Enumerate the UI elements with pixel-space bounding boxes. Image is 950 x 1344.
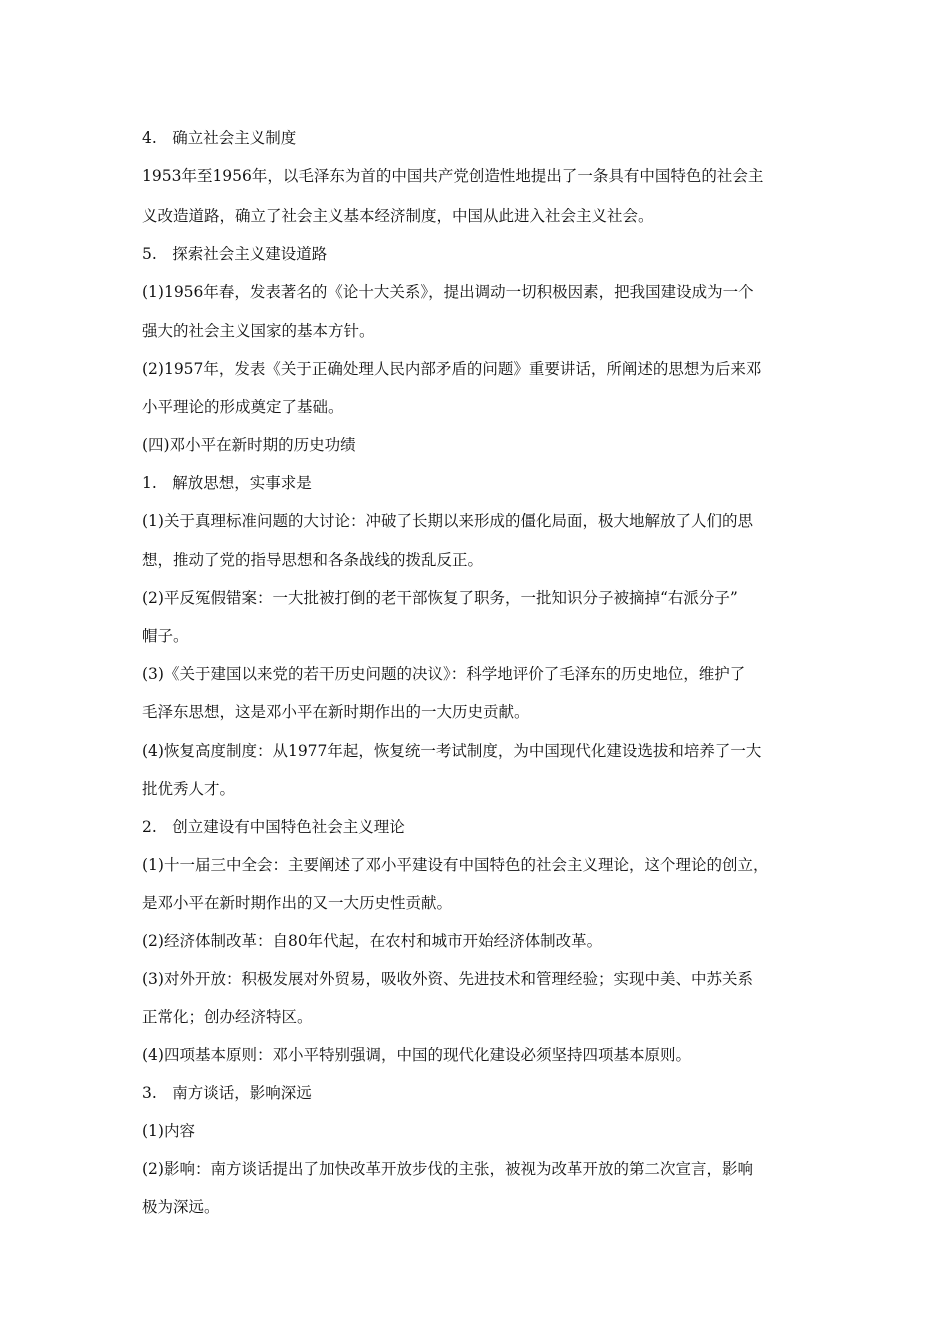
paragraph-line: (4)恢复高度制度：从1977年起，恢复统一考试制度，为中国现代化建设选拔和培养了一大 <box>142 742 762 760</box>
heading-establish-socialist-system: 4. 确立社会主义制度 <box>142 129 297 147</box>
heading-southern-talks: 3. 南方谈话，影响深远 <box>142 1084 312 1102</box>
paragraph-line: 1953年至1956年，以毛泽东为首的中国共产党创造性地提出了一条具有中国特色的社会主 <box>142 167 764 185</box>
section-heading-deng-achievements: (四)邓小平在新时期的历史功绩 <box>142 436 356 454</box>
paragraph-line: 小平理论的形成奠定了基础。 <box>142 398 344 416</box>
paragraph-line: (2)1957年，发表《关于正确处理人民内部矛盾的问题》重要讲话，所阐述的思想为后来邓 <box>142 360 762 378</box>
heading-create-theory: 2. 创立建设有中国特色社会主义理论 <box>142 818 405 836</box>
paragraph-line: 帽子。 <box>142 627 189 645</box>
paragraph-line: (2)影响：南方谈话提出了加快改革开放步伐的主张，被视为改革开放的第二次宣言，影响 <box>142 1160 753 1178</box>
paragraph-line: (1)关于真理标准问题的大讨论：冲破了长期以来形成的僵化局面，极大地解放了人们的思 <box>142 512 753 530</box>
paragraph-line: 强大的社会主义国家的基本方针。 <box>142 322 375 340</box>
paragraph-line: (1)1956年春，发表著名的《论十大关系》，提出调动一切积极因素，把我国建设成为一个 <box>142 283 754 301</box>
paragraph-line: 极为深远。 <box>142 1198 220 1216</box>
paragraph-line: (1)十一届三中全会：主要阐述了邓小平建设有中国特色的社会主义理论，这个理论的创立， <box>142 856 769 874</box>
paragraph-line: (2)平反冤假错案：一大批被打倒的老干部恢复了职务，一批知识分子被摘掉“右派分子” <box>142 589 738 607</box>
paragraph-line: 是邓小平在新时期作出的又一大历史性贡献。 <box>142 894 453 912</box>
paragraph-line: (4)四项基本原则：邓小平特别强调，中国的现代化建设必须坚持四项基本原则。 <box>142 1046 691 1064</box>
paragraph-line: (3)对外开放：积极发展对外贸易，吸收外资、先进技术和管理经验；实现中美、中苏关系 <box>142 970 753 988</box>
paragraph-line: 义改造道路，确立了社会主义基本经济制度，中国从此进入社会主义社会。 <box>142 207 654 225</box>
paragraph-line: 正常化；创办经济特区。 <box>142 1008 313 1026</box>
paragraph-line: 批优秀人才。 <box>142 780 236 798</box>
paragraph-line: (1)内容 <box>142 1122 195 1140</box>
paragraph-line: 毛泽东思想，这是邓小平在新时期作出的一大历史贡献。 <box>142 703 530 721</box>
heading-explore-construction-road: 5. 探索社会主义建设道路 <box>142 245 328 263</box>
paragraph-line: (2)经济体制改革：自80年代起，在农村和城市开始经济体制改革。 <box>142 932 603 950</box>
paragraph-line: 想，推动了党的指导思想和各条战线的拨乱反正。 <box>142 551 484 569</box>
paragraph-line: (3)《关于建国以来党的若干历史问题的决议》：科学地评价了毛泽东的历史地位，维护了 <box>142 665 746 683</box>
heading-emancipate-mind: 1. 解放思想，实事求是 <box>142 474 312 492</box>
